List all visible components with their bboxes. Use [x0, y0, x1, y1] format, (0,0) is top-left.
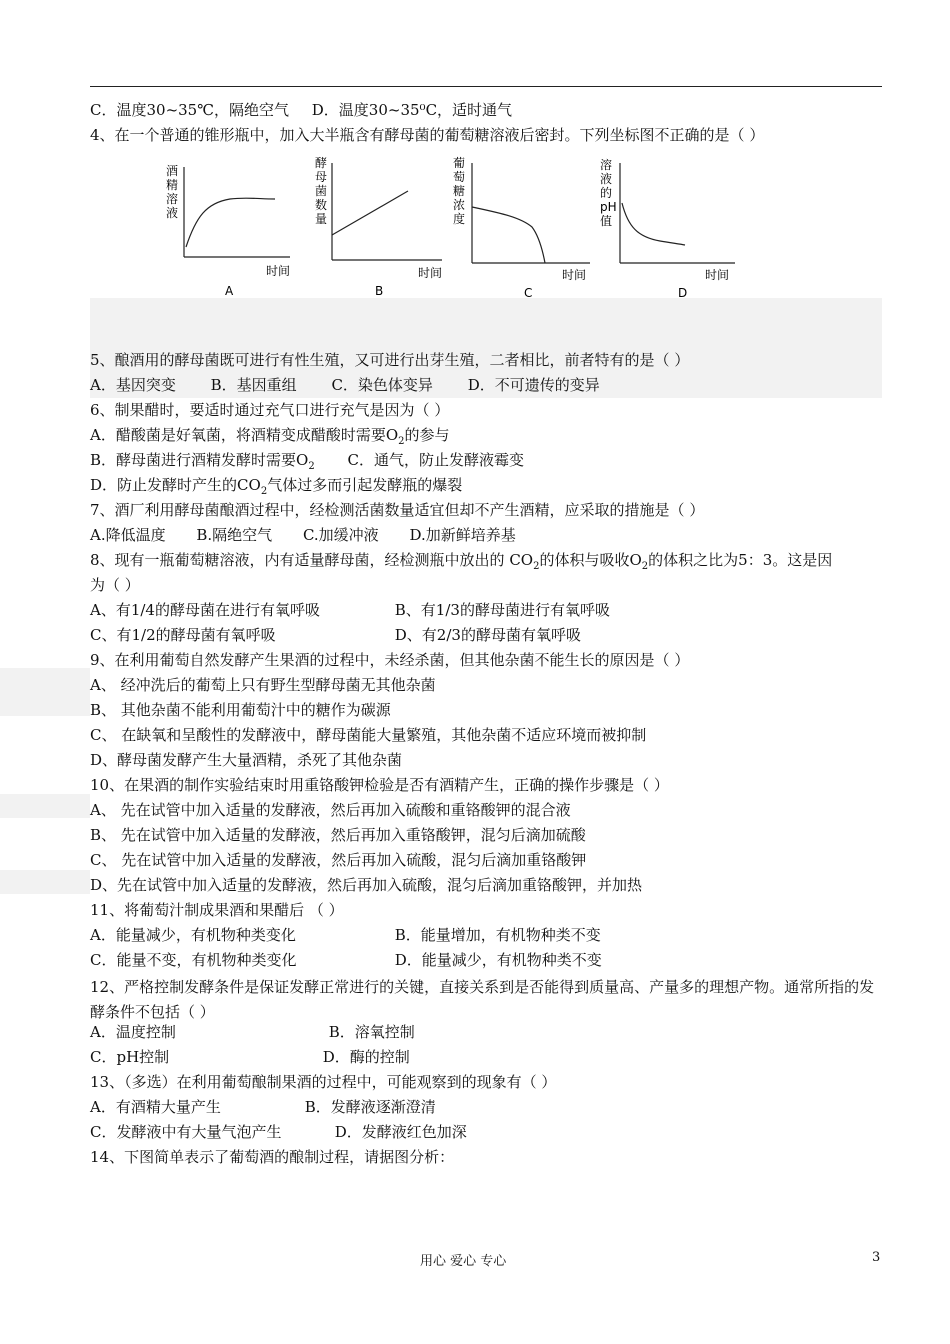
option-b: B．能量增加，有机物种类不变	[394, 926, 601, 944]
chart-c	[453, 155, 590, 300]
option-c: C、有1/2的酵母菌有氧呼吸	[90, 626, 276, 644]
question-6-stem: 6、制果醋时，要适时通过充气口进行充气是因为（ ）	[90, 401, 450, 419]
option-d: D、有2/3的酵母菌有氧呼吸	[394, 626, 581, 644]
question-6-option-a: A．醋酸菌是好氧菌，将酒精变成醋酸时需要$O_2$的参与	[90, 426, 450, 447]
option-d: D．能量减少，有机物种类不变	[394, 951, 602, 969]
page-number: 3	[872, 1250, 881, 1265]
question-9-option-d: D、酵母菌发酵产生大量酒精，杀死了其他杂菌	[90, 751, 403, 769]
chart-d	[600, 157, 735, 300]
question-11-stem: 11、将葡萄汁制成果酒和果醋后 （ ）	[90, 901, 344, 919]
chart-c-ylabel: 葡萄糖浓度	[453, 156, 466, 226]
chart-c-xlabel: 时间	[562, 268, 587, 282]
question-10-option-a: A、 先在试管中加入适量的发酵液，然后再加入硫酸和重铬酸钾的混合液	[90, 801, 571, 819]
chart-c-letter: C	[524, 286, 533, 300]
question-12-options-ab	[90, 1022, 415, 1042]
prev-options	[90, 100, 512, 120]
question-4-stem: 4、在一个普通的锥形瓶中，加入大半瓶含有酵母菌的葡萄糖溶液后密封。下列坐标图不正确的是（ ）	[90, 126, 765, 144]
question-10-option-c: C、 先在试管中加入适量的发酵液，然后再加入硫酸，混匀后滴加重铬酸钾	[90, 851, 587, 869]
chart-a-ylabel: 酒精溶液	[166, 164, 179, 220]
question-13-stem: 13、（多选）在利用葡萄酿制果酒的过程中，可能观察到的现象有（ ）	[90, 1073, 557, 1091]
question-8-stem-cont: 为（ ）	[90, 576, 140, 594]
option-a: A．温度控制	[90, 1023, 176, 1041]
question-12-options-cd	[90, 1047, 410, 1067]
header-rule	[90, 86, 882, 87]
question-12-stem: 12、严格控制发酵条件是保证发酵正常进行的关键，直接关系到是否能得到质量高、产量多的理想产物。通常所指的发酵条件不包括（ ）	[90, 978, 875, 1021]
q4-charts	[160, 155, 760, 300]
shaded-band	[0, 870, 90, 894]
chart-b-xlabel: 时间	[418, 266, 443, 280]
question-8-stem: 8、现有一瓶葡萄糖溶液，内有适量酵母菌，经检测瓶中放出的 $CO_2$的体积与吸收$O_2$的体积之比为5：3。这是因	[90, 551, 833, 572]
chart-b-ylabel: 酵母菌数量	[315, 156, 328, 226]
question-13-options-ab	[90, 1097, 436, 1117]
option-c: C．通气，防止发酵液霉变	[347, 451, 524, 469]
chart-c-curve	[472, 207, 545, 263]
chart-d-xlabel: 时间	[705, 268, 730, 282]
question-10-stem: 10、在果酒的制作实验结束时用重铬酸钾检验是否有酒精产生，正确的操作步骤是（ ）	[90, 776, 669, 794]
chart-b	[315, 155, 442, 298]
option-a: A.降低温度	[90, 526, 166, 544]
option-d: D．不可遗传的变异	[467, 376, 600, 394]
shaded-band	[0, 668, 90, 716]
chart-d-curve	[622, 203, 685, 245]
chart-a-curve	[186, 198, 275, 247]
question-5-stem: 5、酿酒用的酵母菌既可进行有性生殖，又可进行出芽生殖，二者相比，前者特有的是（ ）	[90, 351, 690, 369]
option-b: B、有1/3的酵母菌进行有氧呼吸	[394, 601, 610, 619]
option-c: C.加缓冲液	[302, 526, 379, 544]
option-b: B．酵母菌进行酒精发酵时需要$O_2$	[90, 451, 315, 472]
option-d: D.加新鲜培养基	[409, 526, 516, 544]
question-9-option-a: A、 经冲洗后的葡萄上只有野生型酵母菌无其他杂菌	[90, 676, 436, 694]
question-8-options-cd	[90, 625, 581, 645]
option-b: B．溶氧控制	[328, 1023, 415, 1041]
question-9-option-c: C、 在缺氧和呈酸性的发酵液中，酵母菌能大量繁殖，其他杂菌不适应环境而被抑制	[90, 726, 647, 744]
question-7-options	[90, 525, 516, 545]
option-c: C．发酵液中有大量气泡产生	[90, 1123, 282, 1141]
chart-b-line	[332, 191, 408, 235]
question-8-options-ab	[90, 600, 610, 620]
option-a: A．能量减少，有机物种类变化	[90, 926, 296, 944]
shaded-band	[0, 794, 90, 818]
chart-a-xlabel: 时间	[266, 264, 291, 278]
option-b: B．基因重组	[210, 376, 297, 394]
question-10-option-b: B、 先在试管中加入适量的发酵液，然后再加入重铬酸钾，混匀后滴加硫酸	[90, 826, 586, 844]
option-a: A．有酒精大量产生	[90, 1098, 221, 1116]
question-11-options-cd	[90, 950, 602, 970]
question-10-option-d: D、先在试管中加入适量的发酵液，然后再加入硫酸，混匀后滴加重铬酸钾，并加热	[90, 876, 643, 894]
option-c: C．pH控制	[90, 1048, 170, 1066]
chart-d-ylabel: 溶液的 pH 值	[600, 158, 617, 228]
chart-a-letter: A	[225, 284, 234, 298]
option-a: A．基因突变	[90, 376, 176, 394]
question-9-stem: 9、在利用葡萄自然发酵产生果酒的过程中，未经杀菌，但其他杂菌不能生长的原因是（ ）	[90, 651, 690, 669]
question-14-stem: 14、下图简单表示了葡萄酒的酿制过程，请据图分析：	[90, 1148, 455, 1166]
question-9-option-b: B、 其他杂菌不能利用葡萄汁中的糖作为碳源	[90, 701, 391, 719]
option-b: B.隔绝空气	[196, 526, 273, 544]
chart-a	[166, 164, 290, 298]
option-b: B．发酵液逐渐澄清	[304, 1098, 436, 1116]
question-13-options-cd	[90, 1122, 467, 1142]
chart-d-letter: D	[678, 286, 688, 300]
question-5-options	[90, 375, 600, 395]
question-7-stem: 7、酒厂利用酵母菌酿酒过程中，经检测活菌数量适宜但却不产生酒精，应采取的措施是（ ）	[90, 501, 705, 519]
option-c: C．染色体变异	[331, 376, 433, 394]
chart-b-letter: B	[375, 284, 384, 298]
option-a: A、有1/4的酵母菌在进行有氧呼吸	[90, 601, 320, 619]
question-6-option-d: D．防止发酵时产生的$CO_2$气体过多而引起发酵瓶的爆裂	[90, 476, 463, 497]
option-c: C．能量不变，有机物种类变化	[90, 951, 297, 969]
option-d: D．酶的控制	[322, 1048, 410, 1066]
option-d: D．发酵液红色加深	[334, 1123, 467, 1141]
option-c: C．温度30~35℃，隔绝空气	[90, 101, 289, 119]
question-6-options-bc	[90, 450, 524, 477]
footer-motto: 用心 爱心 专心	[420, 1254, 507, 1269]
option-d: D．温度30~35⁰C，适时通气	[311, 101, 513, 119]
question-11-options-ab	[90, 925, 601, 945]
